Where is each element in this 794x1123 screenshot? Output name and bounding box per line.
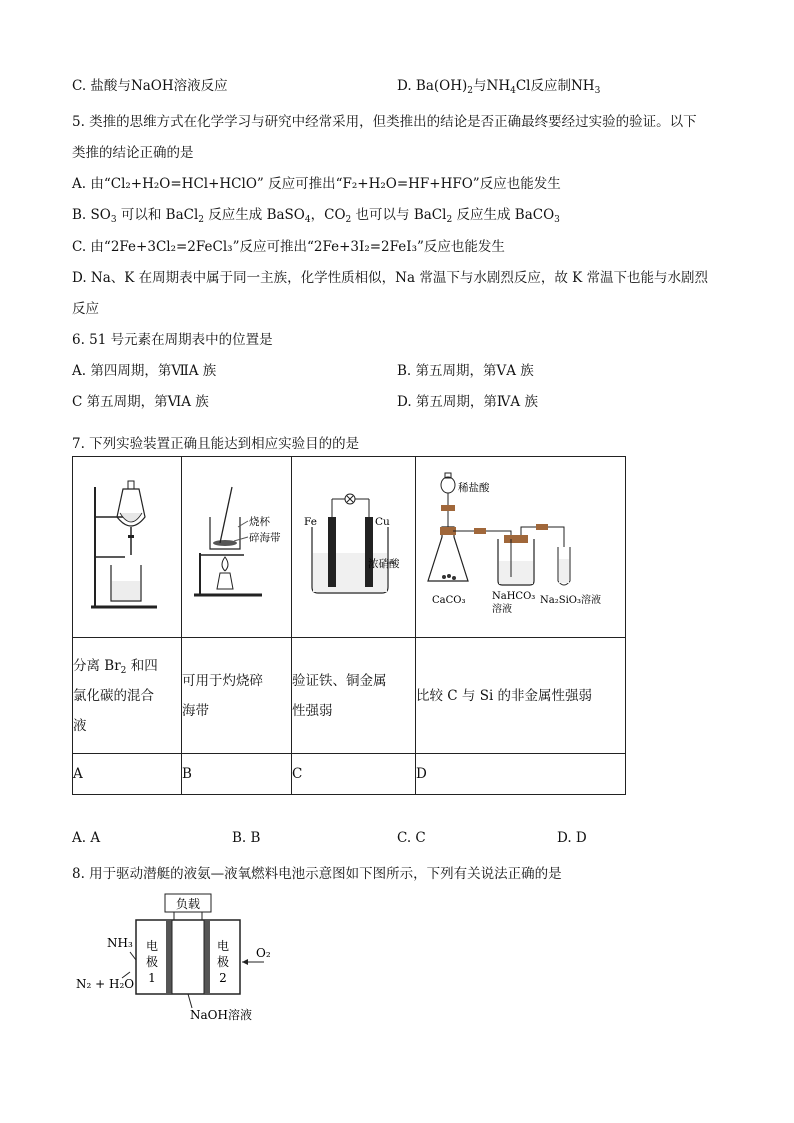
q6-option-c: C 第五周期，第ⅥA 族 (72, 394, 209, 410)
label-caco3: CaCO₃ (432, 595, 466, 606)
q7-answer-c: C. C (397, 830, 426, 846)
q5-option-d-line1: D. Na、K 在周期表中属于同一主族，化学性质相似，Na 常温下与水剧烈反应，故 K 常温下也能与水剧烈 (72, 270, 708, 286)
label-c: C (292, 754, 416, 795)
label-seaweed: 碎海带 (249, 532, 281, 544)
naoh-label: NaOH溶液 (190, 1008, 252, 1022)
label-nahco3: NaHCO₃ (492, 591, 536, 602)
nh3-label: NH₃ (107, 936, 133, 950)
q5-option-a: A. 由“Cl₂+H₂O=HCl+HClO” 反应可推出“F₂+H₂O=HF+HFO”反应也能发生 (72, 176, 561, 192)
electrode2-char1: 电 (216, 939, 230, 953)
c-si-comparison-figure (416, 457, 625, 633)
label-solution: 溶液 (492, 604, 512, 615)
label-cu: Cu (375, 516, 390, 528)
label-beaker: 烧杯 (249, 516, 270, 528)
q5-option-b: B. $SO_3$ 可以和 BaCl$_2$ 反应生成 BaSO$_4$，$CO_2$ 也可以与 BaCl$_2$ 反应生成 BaCO$_3$ (72, 207, 560, 225)
load-label: 负载 (175, 897, 201, 911)
products-label: N₂ + H₂O (76, 977, 135, 991)
fuel-cell-diagram (72, 890, 292, 1025)
q6-option-d: D. 第五周期，第ⅣA 族 (397, 394, 538, 410)
apparatus-a-cell (73, 457, 182, 638)
q5-stem-line2: 类推的结论正确的是 (72, 145, 194, 161)
fe-cu-cell-figure (292, 457, 415, 633)
q7-stem: 7. 下列实验装置正确且能达到相应实验目的的是 (72, 436, 360, 452)
label-a: A (73, 754, 182, 795)
electrode2-char3: 2 (219, 971, 227, 985)
q7-answer-b: B. B (232, 830, 261, 846)
label-d: D (416, 754, 626, 795)
apparatus-b-description: 可用于灼烧碎 海带 (182, 638, 292, 754)
electrode1-char3: 1 (148, 971, 156, 985)
burning-seaweed-figure (182, 457, 291, 633)
apparatus-c-description: 验证铁、铜金属 性强弱 (292, 638, 416, 754)
q8-stem: 8. 用于驱动潜艇的液氨—液氧燃料电池示意图如下图所示，下列有关说法正确的是 (72, 866, 562, 882)
q5-option-d-line2: 反应 (72, 301, 99, 317)
q7-answer-d: D. D (557, 830, 587, 846)
q5-option-c: C. 由“2Fe+3Cl₂=2FeCl₃”反应可推出“2Fe+3I₂=2FeI₃”反应也能发生 (72, 239, 505, 255)
q6-stem: 6. 51 号元素在周期表中的位置是 (72, 332, 273, 348)
electrode1-char2: 极 (145, 955, 159, 969)
q4-option-d: D. $Ba(OH)_2$与$NH_4Cl$反应制$NH_3$ (397, 78, 601, 96)
label-b: B (182, 754, 292, 795)
apparatus-d-description: 比较 C 与 Si 的非金属性强弱 (416, 638, 626, 754)
o2-label: O₂ (256, 946, 271, 960)
apparatus-a-description: 分离 $Br_2$ 和四 氯化碳的混合 液 (73, 638, 182, 754)
apparatus-d-cell (416, 457, 626, 638)
label-dilute-hcl: 稀盐酸 (458, 482, 490, 494)
q6-option-a: A. 第四周期，第ⅦA 族 (72, 363, 217, 379)
electrode1-char1: 电 (145, 939, 159, 953)
electrode2-char2: 极 (216, 955, 230, 969)
separatory-funnel-figure (73, 457, 181, 633)
q6-option-b: B. 第五周期，第ⅤA 族 (397, 363, 534, 379)
q5-stem-line1: 5. 类推的思维方式在化学学习与研究中经常采用，但类推出的结论是否正确最终要经过实验的验证。以下 (72, 114, 697, 130)
q7-apparatus-table (72, 456, 626, 795)
label-na2sio3: Na₂SiO₃溶液 (540, 595, 601, 606)
apparatus-b-cell (182, 457, 292, 638)
label-conc-nitric-acid: 浓硝酸 (368, 558, 400, 570)
q4-option-c: C. 盐酸与NaOH溶液反应 (72, 78, 228, 94)
apparatus-c-cell (292, 457, 416, 638)
q7-answer-a: A. A (72, 830, 101, 846)
label-fe: Fe (304, 516, 317, 528)
